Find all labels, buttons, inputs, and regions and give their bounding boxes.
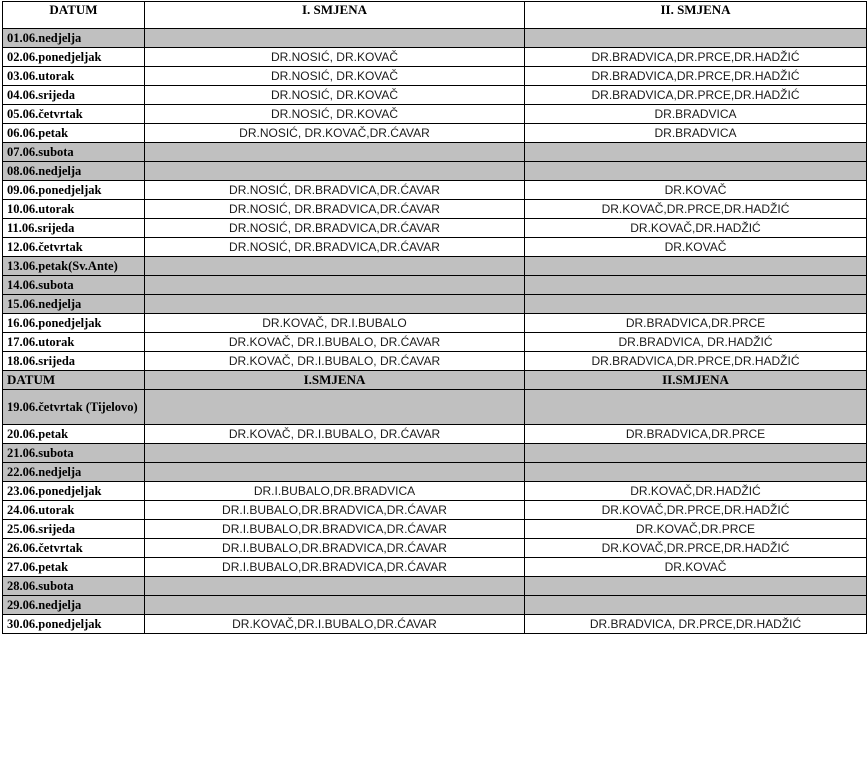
date-cell: 25.06.srijeda [3,520,145,539]
shift2-cell [525,577,867,596]
shift1-cell [145,257,525,276]
date-cell: 15.06.nedjelja [3,295,145,314]
date-cell: 10.06.utorak [3,200,145,219]
date-cell: 24.06.utorak [3,501,145,520]
date-cell: 11.06.srijeda [3,219,145,238]
date-column-header: DATUM [3,2,145,29]
shift2-column-subheader: II.SMJENA [525,371,867,390]
table-row [3,295,867,314]
shift2-cell: DR.KOVAČ,DR.HADŽIĆ [525,482,867,501]
table-row [3,577,867,596]
shift2-cell [525,162,867,181]
shift2-cell: DR.BRADVICA,DR.PRCE [525,425,867,444]
date-cell: 22.06.nedjelja [3,463,145,482]
shift1-cell: DR.NOSIĆ, DR.KOVAČ [145,67,525,86]
table-row [3,333,867,352]
date-column-subheader: DATUM [3,371,145,390]
shift1-cell: DR.I.BUBALO,DR.BRADVICA,DR.ĆAVAR [145,501,525,520]
shift1-cell [145,596,525,615]
shift1-cell: DR.NOSIĆ, DR.KOVAČ [145,86,525,105]
table-row [3,425,867,444]
shift1-cell: DR.NOSIĆ, DR.KOVAČ,DR.ĆAVAR [145,124,525,143]
date-cell: 27.06.petak [3,558,145,577]
shift1-cell: DR.I.BUBALO,DR.BRADVICA,DR.ĆAVAR [145,558,525,577]
table-row [3,238,867,257]
shift2-cell: DR.KOVAČ,DR.PRCE [525,520,867,539]
date-cell: 07.06.subota [3,143,145,162]
shift1-cell [145,162,525,181]
table-row [3,463,867,482]
schedule-part1 [3,2,867,29]
shift1-cell: DR.NOSIĆ, DR.BRADVICA,DR.ĆAVAR [145,181,525,200]
date-cell: 03.06.utorak [3,67,145,86]
shift2-cell [525,276,867,295]
shift2-cell: DR.BRADVICA,DR.PRCE,DR.HADŽIĆ [525,86,867,105]
table-row [3,444,867,463]
shift1-column-header: I. SMJENA [145,2,525,29]
date-cell: 12.06.četvrtak [3,238,145,257]
shift2-cell: DR.BRADVICA,DR.PRCE,DR.HADŽIĆ [525,352,867,371]
date-cell: 04.06.srijeda [3,86,145,105]
shift2-cell [525,143,867,162]
shift2-column-header: II. SMJENA [525,2,867,29]
table-row [3,143,867,162]
shift1-cell: DR.NOSIĆ, DR.KOVAČ [145,105,525,124]
table-row [3,48,867,67]
schedule-rows-part2 [3,390,867,634]
shift2-cell [525,463,867,482]
table-row [3,352,867,371]
shift2-cell: DR.BRADVICA,DR.PRCE [525,314,867,333]
date-cell: 19.06.četvrtak (Tijelovo) [3,390,145,425]
shift2-cell [525,390,867,425]
shift1-cell: DR.KOVAČ,DR.I.BUBALO,DR.ĆAVAR [145,615,525,634]
table-row [3,539,867,558]
shift2-cell [525,596,867,615]
table-row [3,520,867,539]
shift1-cell: DR.KOVAČ, DR.I.BUBALO, DR.ĆAVAR [145,352,525,371]
table-row [3,124,867,143]
date-cell: 18.06.srijeda [3,352,145,371]
shift2-cell [525,444,867,463]
shift1-column-subheader: I.SMJENA [145,371,525,390]
date-cell: 16.06.ponedjeljak [3,314,145,333]
shift2-cell: DR.BRADVICA [525,105,867,124]
table-row [3,181,867,200]
date-cell: 13.06.petak(Sv.Ante) [3,257,145,276]
shift1-cell: DR.NOSIĆ, DR.BRADVICA,DR.ĆAVAR [145,219,525,238]
table-row [3,86,867,105]
table-row [3,390,867,425]
table-row [3,257,867,276]
shift-schedule-table [2,1,867,634]
schedule-rows-part1 [3,29,867,371]
table-row [3,596,867,615]
date-cell: 21.06.subota [3,444,145,463]
shift1-cell: DR.I.BUBALO,DR.BRADVICA [145,482,525,501]
table-header-row [3,2,867,29]
table-row [3,105,867,124]
date-cell: 28.06.subota [3,577,145,596]
table-row [3,501,867,520]
shift2-cell: DR.BRADVICA,DR.PRCE,DR.HADŽIĆ [525,48,867,67]
shift2-cell [525,29,867,48]
shift2-cell: DR.KOVAČ [525,238,867,257]
shift1-cell: DR.KOVAČ, DR.I.BUBALO, DR.ĆAVAR [145,333,525,352]
shift2-cell: DR.BRADVICA, DR.HADŽIĆ [525,333,867,352]
table-row [3,482,867,501]
table-row [3,162,867,181]
date-cell: 06.06.petak [3,124,145,143]
shift1-cell: DR.I.BUBALO,DR.BRADVICA,DR.ĆAVAR [145,539,525,558]
shift1-cell [145,143,525,162]
shift1-cell: DR.KOVAČ, DR.I.BUBALO [145,314,525,333]
shift2-cell: DR.KOVAČ [525,558,867,577]
shift2-cell: DR.KOVAČ,DR.HADŽIĆ [525,219,867,238]
shift2-cell: DR.KOVAČ [525,181,867,200]
shift1-cell: DR.NOSIĆ, DR.BRADVICA,DR.ĆAVAR [145,238,525,257]
shift1-cell [145,444,525,463]
shift1-cell: DR.I.BUBALO,DR.BRADVICA,DR.ĆAVAR [145,520,525,539]
date-cell: 17.06.utorak [3,333,145,352]
date-cell: 14.06.subota [3,276,145,295]
date-cell: 05.06.četvrtak [3,105,145,124]
date-cell: 20.06.petak [3,425,145,444]
date-cell: 23.06.ponedjeljak [3,482,145,501]
shift2-cell: DR.BRADVICA [525,124,867,143]
table-subheader-row [3,371,867,390]
date-cell: 09.06.ponedjeljak [3,181,145,200]
date-cell: 01.06.nedjelja [3,29,145,48]
date-cell: 29.06.nedjelja [3,596,145,615]
table-row [3,29,867,48]
shift2-cell [525,295,867,314]
table-row [3,219,867,238]
date-cell: 08.06.nedjelja [3,162,145,181]
shift2-cell: DR.KOVAČ,DR.PRCE,DR.HADŽIĆ [525,200,867,219]
shift2-cell: DR.BRADVICA, DR.PRCE,DR.HADŽIĆ [525,615,867,634]
date-cell: 30.06.ponedjeljak [3,615,145,634]
shift1-cell [145,463,525,482]
table-row [3,276,867,295]
table-row [3,615,867,634]
shift1-cell: DR.NOSIĆ, DR.BRADVICA,DR.ĆAVAR [145,200,525,219]
shift1-cell [145,29,525,48]
shift1-cell: DR.NOSIĆ, DR.KOVAČ [145,48,525,67]
shift1-cell [145,295,525,314]
shift2-cell: DR.KOVAČ,DR.PRCE,DR.HADŽIĆ [525,539,867,558]
shift1-cell [145,577,525,596]
table-row [3,67,867,86]
shift1-cell [145,276,525,295]
date-cell: 26.06.četvrtak [3,539,145,558]
date-cell: 02.06.ponedjeljak [3,48,145,67]
table-row [3,558,867,577]
table-row [3,200,867,219]
table-row [3,314,867,333]
shift2-cell: DR.BRADVICA,DR.PRCE,DR.HADŽIĆ [525,67,867,86]
schedule-subheader [3,371,867,390]
shift1-cell [145,390,525,425]
shift2-cell [525,257,867,276]
shift1-cell: DR.KOVAČ, DR.I.BUBALO, DR.ĆAVAR [145,425,525,444]
shift2-cell: DR.KOVAČ,DR.PRCE,DR.HADŽIĆ [525,501,867,520]
